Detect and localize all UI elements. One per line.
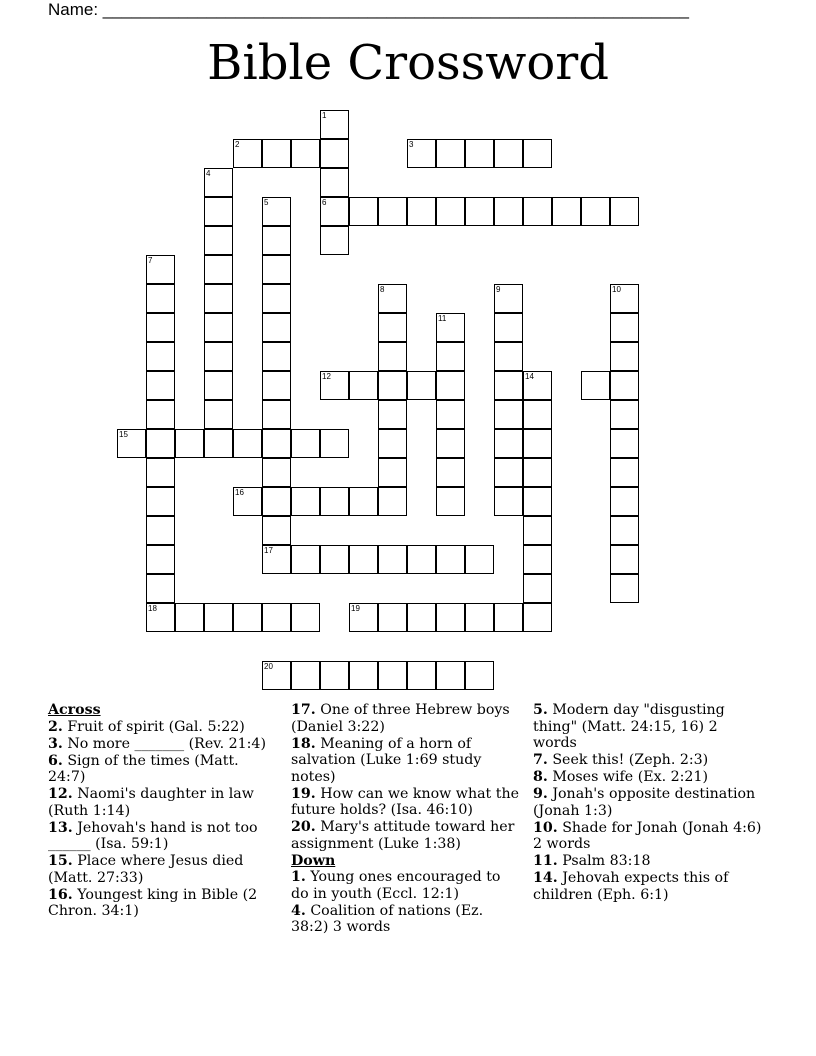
- grid-cell[interactable]: [349, 603, 378, 632]
- across-heading: Across: [48, 702, 101, 718]
- clue-number: 3: [409, 140, 414, 149]
- grid-cell[interactable]: [117, 429, 146, 458]
- grid-cell[interactable]: [494, 371, 523, 400]
- down-clues-column-3: [533, 702, 763, 904]
- clue-text: Jehovah's hand is not too ______ (Isa. 59:1): [48, 819, 258, 852]
- grid-cell[interactable]: [523, 139, 552, 168]
- grid-cell[interactable]: [233, 429, 262, 458]
- grid-cell[interactable]: [610, 400, 639, 429]
- grid-cell[interactable]: [262, 226, 291, 255]
- grid-cell[interactable]: [320, 110, 349, 139]
- across-clue: [48, 736, 278, 753]
- clue-number-label: 13.: [48, 819, 73, 836]
- grid-cell[interactable]: [407, 371, 436, 400]
- grid-cell[interactable]: [407, 545, 436, 574]
- grid-cell[interactable]: [610, 371, 639, 400]
- grid-cell[interactable]: [494, 197, 523, 226]
- grid-cell[interactable]: [146, 371, 175, 400]
- grid-cell[interactable]: [291, 487, 320, 516]
- grid-cell[interactable]: [494, 487, 523, 516]
- grid-cell[interactable]: [204, 429, 233, 458]
- across-clue: [48, 719, 278, 736]
- grid-cell[interactable]: [291, 429, 320, 458]
- down-clue: [533, 702, 763, 752]
- grid-cell[interactable]: [523, 487, 552, 516]
- grid-cell[interactable]: [378, 545, 407, 574]
- across-clue: [48, 853, 278, 886]
- grid-cell[interactable]: [146, 516, 175, 545]
- across-clue: [48, 820, 278, 853]
- grid-cell[interactable]: [610, 545, 639, 574]
- grid-cell[interactable]: [349, 487, 378, 516]
- grid-cell[interactable]: [233, 139, 262, 168]
- grid-cell[interactable]: [610, 516, 639, 545]
- grid-cell[interactable]: [204, 255, 233, 284]
- grid-cell[interactable]: [262, 545, 291, 574]
- grid-cell[interactable]: [146, 574, 175, 603]
- across-clue: [48, 887, 278, 920]
- clue-text: Meaning of a horn of salvation (Luke 1:69 study notes): [291, 735, 482, 785]
- clue-number: 8: [380, 285, 385, 294]
- grid-cell[interactable]: [175, 429, 204, 458]
- grid-cell[interactable]: [610, 487, 639, 516]
- clue-number-label: 12.: [48, 786, 73, 802]
- grid-cell[interactable]: [610, 342, 639, 371]
- grid-cell[interactable]: [523, 603, 552, 632]
- clue-number: 6: [322, 198, 327, 207]
- clue-text: One of three Hebrew boys (Daniel 3:22): [291, 702, 510, 735]
- grid-cell[interactable]: [146, 313, 175, 342]
- grid-cell[interactable]: [494, 429, 523, 458]
- down-clue: [533, 853, 763, 870]
- grid-cell[interactable]: [204, 313, 233, 342]
- grid-cell[interactable]: [262, 313, 291, 342]
- grid-cell[interactable]: [146, 400, 175, 429]
- grid-cell[interactable]: [436, 371, 465, 400]
- grid-cell[interactable]: [552, 197, 581, 226]
- down-clue: [291, 869, 521, 902]
- clue-number-label: 11.: [533, 853, 558, 869]
- across-clue: [291, 819, 521, 852]
- grid-cell[interactable]: [262, 284, 291, 313]
- clue-text: Moses wife (Ex. 2:21): [547, 769, 709, 785]
- clue-text: Shade for Jonah (Jonah 4:6) 2 words: [533, 819, 762, 852]
- down-clue-list: [291, 869, 521, 936]
- name-field[interactable]: Name: ______________________________________________________________: [48, 0, 689, 19]
- grid-cell[interactable]: [610, 313, 639, 342]
- grid-cell[interactable]: [523, 516, 552, 545]
- grid-cell[interactable]: [581, 197, 610, 226]
- grid-cell[interactable]: [378, 371, 407, 400]
- across-clues-column-1: [48, 702, 278, 920]
- clue-number: 4: [206, 169, 211, 178]
- grid-cell[interactable]: [610, 197, 639, 226]
- grid-cell[interactable]: [523, 545, 552, 574]
- clue-number-label: 18.: [291, 735, 316, 752]
- grid-cell[interactable]: [146, 458, 175, 487]
- grid-cell[interactable]: [320, 226, 349, 255]
- clues-column-2: [291, 702, 521, 936]
- clue-number: 7: [148, 256, 153, 265]
- grid-cell[interactable]: [378, 429, 407, 458]
- clue-number: 10: [612, 285, 621, 294]
- grid-cell[interactable]: [262, 197, 291, 226]
- grid-cell[interactable]: [378, 458, 407, 487]
- clue-number-label: 17.: [291, 702, 316, 718]
- grid-cell[interactable]: [204, 226, 233, 255]
- grid-cell[interactable]: [523, 574, 552, 603]
- clue-text: How can we know what the future holds? (Isa. 46:10): [291, 785, 519, 818]
- grid-cell[interactable]: [436, 197, 465, 226]
- grid-cell[interactable]: [204, 284, 233, 313]
- grid-cell[interactable]: [233, 487, 262, 516]
- grid-cell[interactable]: [146, 487, 175, 516]
- grid-cell[interactable]: [436, 429, 465, 458]
- clue-number-label: 16.: [48, 886, 73, 903]
- clue-number-label: 15.: [48, 853, 73, 869]
- clue-text: Place where Jesus died (Matt. 27:33): [48, 853, 244, 886]
- grid-cell[interactable]: [610, 284, 639, 313]
- grid-cell[interactable]: [204, 342, 233, 371]
- clue-number-label: 10.: [533, 819, 558, 836]
- across-clue: [48, 753, 278, 786]
- down-clue-list-continued: [533, 702, 763, 903]
- grid-cell[interactable]: [175, 603, 204, 632]
- clue-number-label: 14.: [533, 870, 558, 886]
- grid-cell[interactable]: [436, 139, 465, 168]
- grid-cell[interactable]: [378, 400, 407, 429]
- grid-cell[interactable]: [262, 139, 291, 168]
- clue-text: Fruit of spirit (Gal. 5:22): [62, 718, 245, 735]
- across-clue-list-continued: [291, 702, 521, 852]
- clue-number: 5: [264, 198, 269, 207]
- grid-cell[interactable]: [349, 661, 378, 690]
- clue-number-label: 20.: [291, 819, 316, 835]
- grid-cell[interactable]: [523, 458, 552, 487]
- across-clue: [48, 786, 278, 819]
- grid-cell[interactable]: [262, 342, 291, 371]
- grid-cell[interactable]: [378, 284, 407, 313]
- grid-cell[interactable]: [146, 429, 175, 458]
- clue-text: Sign of the times (Matt. 24:7): [48, 752, 239, 785]
- clue-number: 14: [525, 372, 534, 381]
- grid-cell[interactable]: [262, 487, 291, 516]
- clue-number: 20: [264, 662, 273, 671]
- grid-cell[interactable]: [262, 429, 291, 458]
- grid-cell[interactable]: [494, 284, 523, 313]
- grid-cell[interactable]: [378, 603, 407, 632]
- grid-cell[interactable]: [146, 255, 175, 284]
- grid-cell[interactable]: [291, 545, 320, 574]
- clue-number: 16: [235, 488, 244, 497]
- grid-cell[interactable]: [291, 661, 320, 690]
- grid-cell[interactable]: [262, 255, 291, 284]
- clue-number: 12: [322, 372, 331, 381]
- grid-cell[interactable]: [407, 603, 436, 632]
- grid-cell[interactable]: [436, 545, 465, 574]
- across-clue: [291, 786, 521, 819]
- clue-number-label: 5.: [533, 702, 548, 718]
- clue-text: Coalition of nations (Ez. 38:2) 3 words: [291, 902, 484, 935]
- grid-cell[interactable]: [204, 400, 233, 429]
- grid-cell[interactable]: [349, 371, 378, 400]
- clue-number: 2: [235, 140, 240, 149]
- grid-cell[interactable]: [378, 661, 407, 690]
- clue-number-label: 7.: [533, 752, 548, 768]
- grid-cell[interactable]: [146, 284, 175, 313]
- grid-cell[interactable]: [436, 313, 465, 342]
- grid-cell[interactable]: [436, 342, 465, 371]
- clue-text: Youngest king in Bible (2 Chron. 34:1): [48, 886, 258, 919]
- grid-cell[interactable]: [262, 661, 291, 690]
- clue-number-label: 8.: [533, 769, 548, 785]
- clue-number-label: 9.: [533, 786, 548, 802]
- clue-number: 19: [351, 604, 360, 613]
- clue-text: Psalm 83:18: [557, 853, 651, 869]
- grid-cell[interactable]: [262, 603, 291, 632]
- grid-cell[interactable]: [610, 574, 639, 603]
- grid-cell[interactable]: [407, 139, 436, 168]
- grid-cell[interactable]: [407, 661, 436, 690]
- clue-text: Seek this! (Zeph. 2:3): [547, 752, 709, 768]
- grid-cell[interactable]: [291, 139, 320, 168]
- grid-cell[interactable]: [465, 197, 494, 226]
- grid-cell[interactable]: [378, 487, 407, 516]
- grid-cell[interactable]: [204, 371, 233, 400]
- clue-number: 9: [496, 285, 501, 294]
- grid-cell[interactable]: [494, 603, 523, 632]
- clue-text: Young ones encouraged to do in youth (Eccl. 12:1): [291, 869, 501, 902]
- grid-cell[interactable]: [320, 429, 349, 458]
- grid-cell[interactable]: [262, 400, 291, 429]
- clue-number-label: 2.: [48, 718, 63, 735]
- grid-cell[interactable]: [407, 197, 436, 226]
- down-heading: Down: [291, 852, 336, 869]
- clue-number-label: 6.: [48, 752, 63, 769]
- grid-cell[interactable]: [378, 342, 407, 371]
- grid-cell[interactable]: [349, 545, 378, 574]
- down-clue: [533, 786, 763, 819]
- grid-cell[interactable]: [320, 545, 349, 574]
- grid-cell[interactable]: [262, 371, 291, 400]
- grid-cell[interactable]: [146, 603, 175, 632]
- grid-cell[interactable]: [349, 197, 378, 226]
- grid-cell[interactable]: [610, 429, 639, 458]
- grid-cell[interactable]: [465, 139, 494, 168]
- grid-cell[interactable]: [610, 458, 639, 487]
- clue-number-label: 4.: [291, 902, 306, 919]
- across-clue: [291, 702, 521, 735]
- down-clue: [533, 870, 763, 903]
- grid-cell[interactable]: [320, 371, 349, 400]
- grid-cell[interactable]: [465, 661, 494, 690]
- clue-number-label: 1.: [291, 869, 306, 885]
- grid-cell[interactable]: [146, 545, 175, 574]
- grid-cell[interactable]: [262, 458, 291, 487]
- grid-cell[interactable]: [320, 197, 349, 226]
- clue-number-label: 3.: [48, 735, 63, 752]
- grid-cell[interactable]: [494, 313, 523, 342]
- page-title: Bible Crossword: [207, 35, 609, 91]
- grid-cell[interactable]: [465, 603, 494, 632]
- grid-cell[interactable]: [146, 342, 175, 371]
- grid-cell[interactable]: [465, 545, 494, 574]
- clue-text: Jonah's opposite destination (Jonah 1:3): [533, 786, 756, 819]
- grid-cell[interactable]: [494, 458, 523, 487]
- clue-text: Mary's attitude toward her assignment (Luke 1:38): [291, 819, 515, 852]
- down-clue: [533, 752, 763, 769]
- clue-number: 18: [148, 604, 157, 613]
- grid-cell[interactable]: [436, 487, 465, 516]
- down-clue: [533, 769, 763, 786]
- down-clue: [291, 903, 521, 936]
- grid-cell[interactable]: [378, 197, 407, 226]
- grid-cell[interactable]: [204, 197, 233, 226]
- clue-number: 17: [264, 546, 273, 555]
- grid-cell[interactable]: [523, 371, 552, 400]
- clue-number-label: 19.: [291, 785, 316, 802]
- grid-cell[interactable]: [494, 139, 523, 168]
- grid-cell[interactable]: [523, 400, 552, 429]
- across-clue-list: [48, 719, 278, 920]
- clue-number: 1: [322, 111, 327, 120]
- grid-cell[interactable]: [320, 661, 349, 690]
- grid-cell[interactable]: [262, 516, 291, 545]
- grid-cell[interactable]: [320, 139, 349, 168]
- across-clue: [291, 736, 521, 786]
- clue-text: Jehovah expects this of children (Eph. 6:1): [533, 870, 729, 903]
- grid-cell[interactable]: [378, 313, 407, 342]
- grid-cell[interactable]: [320, 487, 349, 516]
- grid-cell[interactable]: [204, 168, 233, 197]
- grid-cell[interactable]: [436, 458, 465, 487]
- grid-cell[interactable]: [523, 197, 552, 226]
- grid-cell[interactable]: [291, 603, 320, 632]
- clue-number: 15: [119, 430, 128, 439]
- clue-text: Naomi's daughter in law (Ruth 1:14): [48, 786, 254, 819]
- grid-cell[interactable]: [581, 371, 610, 400]
- grid-cell[interactable]: [494, 342, 523, 371]
- grid-cell[interactable]: [436, 400, 465, 429]
- grid-cell[interactable]: [233, 603, 262, 632]
- clue-text: Modern day "disgusting thing" (Matt. 24:15, 16) 2 words: [533, 702, 725, 751]
- grid-cell[interactable]: [320, 168, 349, 197]
- grid-cell[interactable]: [494, 400, 523, 429]
- grid-cell[interactable]: [523, 429, 552, 458]
- down-clue: [533, 820, 763, 853]
- clue-number: 11: [438, 314, 447, 323]
- grid-cell[interactable]: [436, 661, 465, 690]
- clue-text: No more _______ (Rev. 21:4): [62, 735, 266, 752]
- grid-cell[interactable]: [436, 603, 465, 632]
- grid-cell[interactable]: [204, 603, 233, 632]
